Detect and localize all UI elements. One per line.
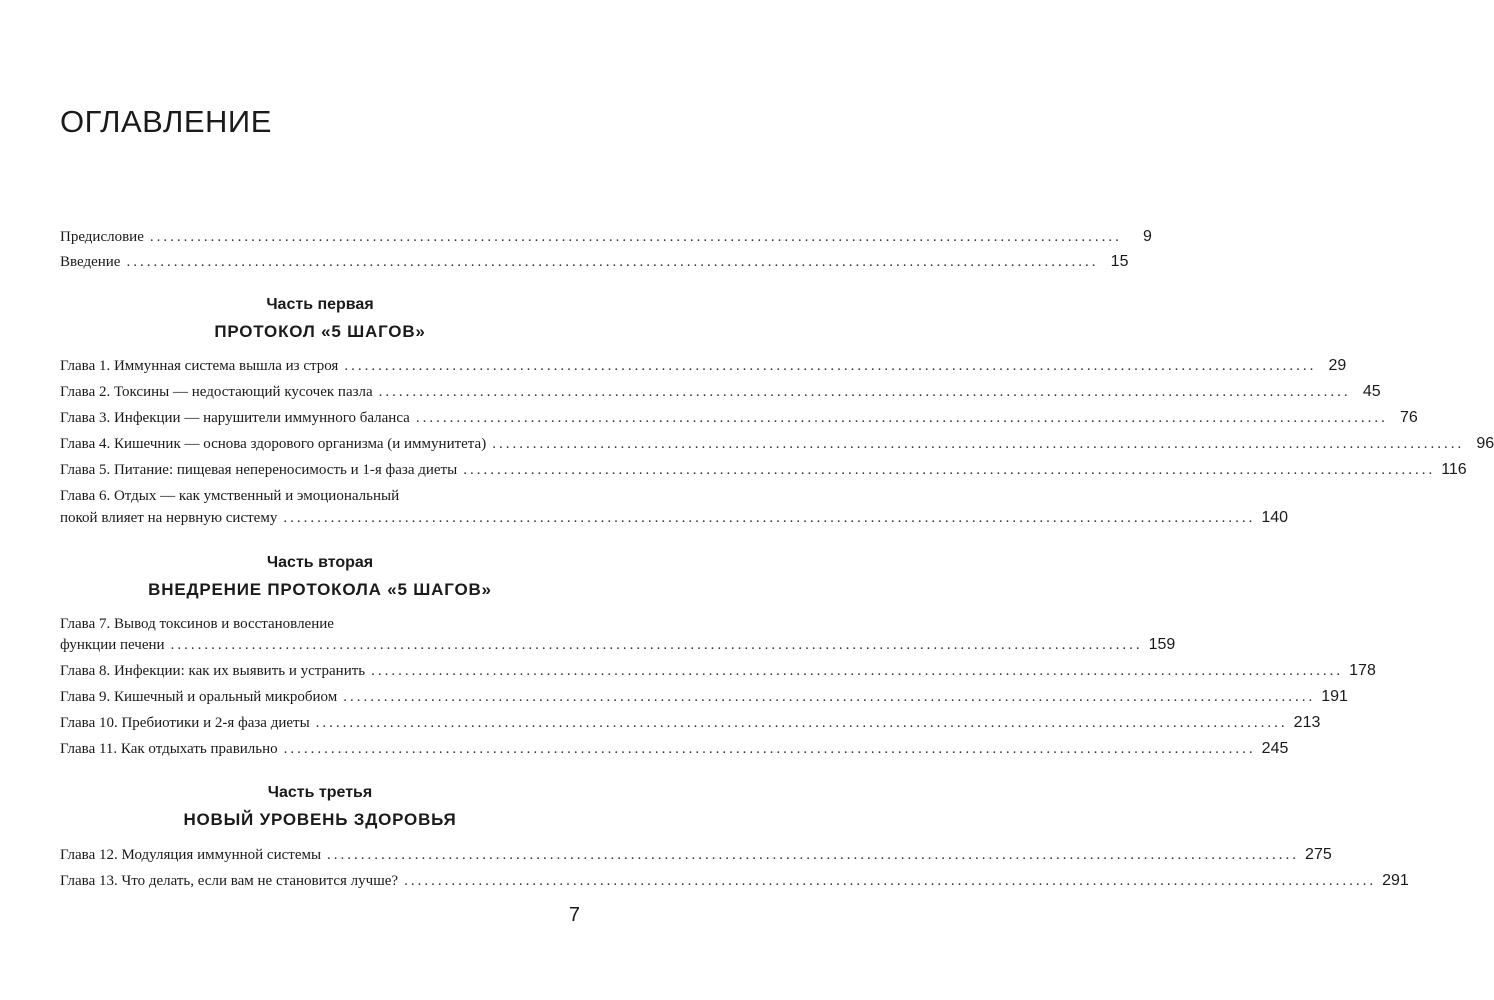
toc-entry-title: Глава 12. Модуляция иммунной системы bbox=[60, 847, 322, 863]
toc-entry-title: Глава 4. Кишечник — основа здорового организма (и иммунитета) bbox=[60, 436, 487, 452]
part-label: Часть первая bbox=[266, 296, 374, 313]
toc-entry-chapter-11[interactable] bbox=[60, 740, 1289, 760]
part-label: Часть третья bbox=[267, 784, 373, 801]
toc-entry-chapter-7[interactable] bbox=[60, 636, 1176, 656]
toc-leader-dots: ................................................................................................................................................ bbox=[327, 847, 1300, 863]
toc-entry-title: Глава 9. Кишечный и оральный микробиом bbox=[60, 689, 338, 705]
toc-entry-chapter-1[interactable] bbox=[60, 357, 1347, 377]
toc-leader-dots: ................................................................................................................................................ bbox=[283, 510, 1256, 526]
toc-entry-chapter-12[interactable] bbox=[60, 846, 1332, 866]
toc-leader-dots: ................................................................................................................................................ bbox=[492, 436, 1465, 452]
part-title: ВНЕДРЕНИЕ ПРОТОКОЛА «5 ШАГОВ» bbox=[148, 580, 492, 599]
toc-entry-page: 291 bbox=[1382, 872, 1409, 889]
toc-entry-page: 15 bbox=[1110, 253, 1129, 270]
toc-entry-page: 275 bbox=[1305, 846, 1332, 863]
toc-leader-dots: ................................................................................................................................................ bbox=[463, 462, 1436, 478]
toc-entry-title: Введение bbox=[60, 254, 121, 270]
toc-leader-dots: ................................................................................................................................................ bbox=[415, 410, 1388, 426]
toc-leader-dots: ................................................................................................................................................ bbox=[343, 689, 1316, 705]
toc-leader-dots: ................................................................................................................................................ bbox=[126, 254, 1099, 270]
toc-entry-title: Глава 1. Иммунная система вышла из строя bbox=[60, 358, 339, 374]
toc-entry-page: 9 bbox=[1142, 228, 1152, 245]
toc-entry-chapter-13[interactable] bbox=[60, 872, 1409, 892]
toc-entry-title: Предисловие bbox=[60, 229, 144, 245]
toc-entry-chapter-6[interactable] bbox=[60, 509, 1289, 529]
toc-entry-page: 245 bbox=[1261, 740, 1289, 757]
part-title: НОВЫЙ УРОВЕНЬ ЗДОРОВЬЯ bbox=[183, 810, 457, 829]
toc-entry-introduction[interactable] bbox=[60, 253, 1129, 273]
toc-entry-page: 178 bbox=[1349, 662, 1376, 679]
toc-entry-title: Глава 8. Инфекции: как их выявить и устранить bbox=[60, 663, 366, 679]
toc-entry-page: 116 bbox=[1441, 461, 1467, 478]
toc-leader-dots: ................................................................................................................................................ bbox=[149, 229, 1122, 245]
toc-entry-chapter-10[interactable] bbox=[60, 714, 1321, 734]
toc-entry-title: функции печени bbox=[60, 637, 165, 653]
toc-leader-dots: ................................................................................................................................................ bbox=[404, 873, 1377, 889]
toc-leader-dots: ................................................................................................................................................ bbox=[170, 637, 1143, 653]
toc-leader-dots: ................................................................................................................................................ bbox=[344, 358, 1317, 374]
toc-entry-preface[interactable] bbox=[60, 228, 1152, 248]
toc-entry-chapter-5[interactable] bbox=[60, 461, 1467, 481]
toc-leader-dots: ................................................................................................................................................ bbox=[315, 715, 1288, 731]
toc-entry-page: 213 bbox=[1293, 714, 1321, 731]
toc-entry-chapter-9[interactable] bbox=[60, 688, 1348, 708]
toc-entry-page: 96 bbox=[1476, 435, 1494, 452]
toc-entry-page: 45 bbox=[1362, 383, 1381, 400]
toc-entry-title: Глава 11. Как отдыхать правильно bbox=[60, 741, 278, 757]
toc-entry-chapter-8[interactable] bbox=[60, 662, 1376, 682]
part-label: Часть вторая bbox=[266, 554, 374, 571]
toc-entry-title: Глава 2. Токсины — недостающий кусочек пазла bbox=[60, 384, 373, 400]
toc-leader-dots: ................................................................................................................................................ bbox=[378, 384, 1351, 400]
part-title: ПРОТОКОЛ «5 ШАГОВ» bbox=[214, 322, 426, 341]
toc-entry-chapter-4[interactable] bbox=[60, 435, 1494, 455]
page-number: 7 bbox=[568, 904, 580, 926]
toc-entry-title: покой влияет на нервную систему bbox=[60, 510, 278, 526]
toc-entry-title: Глава 5. Питание: пищевая непереносимость и 1-я фаза диеты bbox=[60, 462, 458, 478]
toc-entry-page: 191 bbox=[1321, 688, 1348, 705]
toc-entry-title: Глава 10. Пребиотики и 2-я фаза диеты bbox=[60, 715, 310, 731]
toc-leader-dots: ................................................................................................................................................ bbox=[371, 663, 1344, 679]
toc-entry-chapter-6-line1[interactable]: Глава 6. Отдых — как умственный и эмоциональный bbox=[60, 488, 400, 504]
toc-leader-dots: ................................................................................................................................................ bbox=[283, 741, 1256, 757]
toc-entry-page: 76 bbox=[1400, 409, 1418, 426]
toc-entry-page: 159 bbox=[1148, 636, 1176, 653]
toc-entry-chapter-3[interactable] bbox=[60, 409, 1418, 429]
toc-entry-title: Глава 13. Что делать, если вам не становится лучше? bbox=[60, 873, 399, 889]
toc-entry-page: 29 bbox=[1328, 357, 1347, 374]
toc-entry-chapter-7-line1[interactable]: Глава 7. Вывод токсинов и восстановление bbox=[60, 616, 334, 632]
toc-entry-page: 140 bbox=[1261, 509, 1289, 526]
page-title: ОГЛАВЛЕНИЕ bbox=[60, 104, 272, 139]
toc-entry-title: Глава 3. Инфекции — нарушители иммунного баланса bbox=[60, 410, 410, 426]
toc-entry-chapter-2[interactable] bbox=[60, 383, 1381, 403]
